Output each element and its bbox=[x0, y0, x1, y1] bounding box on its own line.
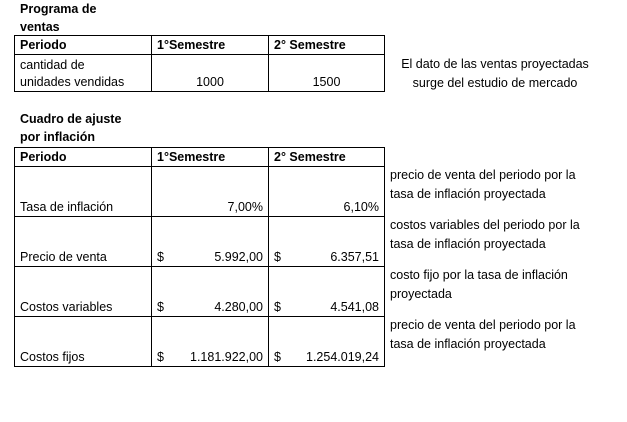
amount: 4.280,00 bbox=[214, 300, 263, 314]
amount: 1.254.019,24 bbox=[306, 350, 379, 364]
sales-title-line1: Programa de bbox=[20, 2, 97, 16]
inflation-title-line2: por inflación bbox=[20, 130, 95, 144]
currency-symbol: $ bbox=[157, 250, 164, 264]
inflation-title bbox=[20, 110, 121, 146]
amount: 5.992,00 bbox=[214, 250, 263, 264]
inflation-note-line1: precio de venta del periodo por la bbox=[390, 318, 576, 332]
inflation-value-sem2 bbox=[269, 267, 385, 317]
sales-table bbox=[14, 35, 385, 92]
inflation-value-sem2: 6,10% bbox=[269, 167, 385, 217]
inflation-row-label: Precio de venta bbox=[15, 217, 152, 267]
inflation-note-line2: tasa de inflación proyectada bbox=[390, 337, 546, 351]
inflation-note bbox=[390, 266, 568, 304]
sales-row-label bbox=[15, 55, 152, 92]
inflation-row-tasa bbox=[15, 167, 385, 217]
inflation-header-sem1: 1°Semestre bbox=[152, 148, 269, 167]
inflation-table bbox=[14, 147, 385, 367]
sales-row-label-line1: cantidad de bbox=[20, 58, 85, 72]
sales-header-periodo: Periodo bbox=[15, 36, 152, 55]
currency-symbol: $ bbox=[274, 350, 281, 364]
inflation-header-periodo: Periodo bbox=[15, 148, 152, 167]
inflation-row-label: Tasa de inflación bbox=[15, 167, 152, 217]
inflation-header-sem2: 2° Semestre bbox=[269, 148, 385, 167]
inflation-note bbox=[390, 216, 580, 254]
sales-data-row bbox=[15, 55, 385, 92]
sales-note-line1: El dato de las ventas proyectadas bbox=[401, 57, 589, 71]
inflation-value-sem1 bbox=[152, 267, 269, 317]
inflation-note bbox=[390, 316, 576, 354]
inflation-row-label: Costos variables bbox=[15, 267, 152, 317]
inflation-row-costos-variables bbox=[15, 267, 385, 317]
sales-header-row bbox=[15, 36, 385, 55]
inflation-value-sem2 bbox=[269, 217, 385, 267]
currency-symbol: $ bbox=[274, 250, 281, 264]
inflation-row-label: Costos fijos bbox=[15, 317, 152, 367]
sales-value-sem1: 1000 bbox=[152, 55, 269, 92]
inflation-note-line2: proyectada bbox=[390, 287, 452, 301]
sales-note-line2: surge del estudio de mercado bbox=[412, 76, 578, 90]
inflation-value-sem1 bbox=[152, 217, 269, 267]
sales-header-sem2: 2° Semestre bbox=[269, 36, 385, 55]
currency-symbol: $ bbox=[157, 350, 164, 364]
inflation-value-sem2 bbox=[269, 317, 385, 367]
inflation-note bbox=[390, 166, 576, 204]
currency-symbol: $ bbox=[157, 300, 164, 314]
currency-symbol: $ bbox=[274, 300, 281, 314]
inflation-note-line2: tasa de inflación proyectada bbox=[390, 187, 546, 201]
inflation-note-line1: costos variables del periodo por la bbox=[390, 218, 580, 232]
amount: 6.357,51 bbox=[330, 250, 379, 264]
sales-title-line2: ventas bbox=[20, 20, 60, 34]
inflation-row-costos-fijos bbox=[15, 317, 385, 367]
sales-row-label-line2: unidades vendidas bbox=[20, 75, 125, 89]
sales-note bbox=[390, 55, 600, 93]
inflation-value-sem1 bbox=[152, 317, 269, 367]
inflation-value-sem1: 7,00% bbox=[152, 167, 269, 217]
amount: 1.181.922,00 bbox=[190, 350, 263, 364]
inflation-note-line1: costo fijo por la tasa de inflación bbox=[390, 268, 568, 282]
inflation-note-line2: tasa de inflación proyectada bbox=[390, 237, 546, 251]
sales-header-sem1: 1°Semestre bbox=[152, 36, 269, 55]
inflation-note-line1: precio de venta del periodo por la bbox=[390, 168, 576, 182]
inflation-title-line1: Cuadro de ajuste bbox=[20, 112, 122, 126]
amount: 4.541,08 bbox=[330, 300, 379, 314]
sales-title bbox=[20, 0, 96, 36]
sales-value-sem2: 1500 bbox=[269, 55, 385, 92]
inflation-header-row bbox=[15, 148, 385, 167]
inflation-row-precio bbox=[15, 217, 385, 267]
